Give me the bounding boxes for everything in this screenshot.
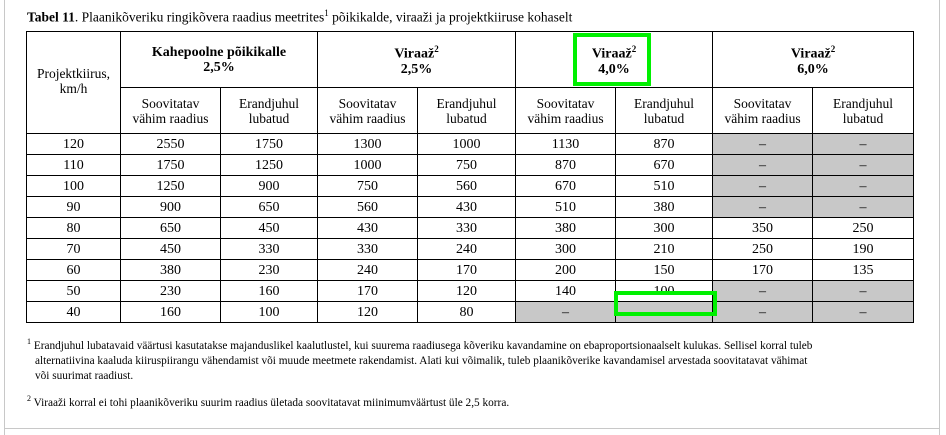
value-cell: –	[813, 197, 914, 218]
value-cell: 150	[616, 260, 713, 281]
value-cell: –	[813, 281, 914, 302]
value-cell: –	[713, 281, 813, 302]
group-value: 6,0%	[797, 61, 829, 77]
value-cell: 230	[221, 260, 318, 281]
group-title: Viraaž	[591, 46, 632, 62]
table-caption	[27, 8, 572, 26]
value-cell: 650	[221, 197, 318, 218]
table-row	[27, 218, 914, 239]
value-cell: 350	[713, 218, 813, 239]
page-border-left	[4, 0, 5, 435]
footnote-2-text: Viraaži korral ei tohi plaanikõveriku suurim raadius ületada soovitatavat miinimumväärtust üle 2,5 korra.	[31, 396, 510, 409]
value-cell: –	[813, 176, 914, 197]
footnote-1-line1: Erandjuhul lubatavaid väärtusi kasutatakse majanduslikel kaalutlustel, kui suurema raadiusega kõveriku kavandamine on ebaproportsionaalselt kulukas. Sellisel korral tuleb	[31, 339, 813, 352]
value-cell: 100	[221, 302, 318, 323]
table-row	[27, 155, 914, 176]
value-cell: 120	[418, 281, 516, 302]
value-cell: 1130	[516, 134, 616, 155]
value-cell: 650	[121, 218, 221, 239]
sub-header-exceptional	[221, 88, 318, 134]
value-cell: –	[516, 302, 616, 323]
group-footnote-ref: 2	[434, 44, 439, 55]
value-cell: 330	[318, 239, 418, 260]
value-cell: 2550	[121, 134, 221, 155]
value-cell: 450	[121, 239, 221, 260]
footnote-2-marker: 2	[27, 393, 31, 403]
value-cell: –	[713, 134, 813, 155]
group-value: 4,0%	[598, 61, 630, 77]
value-cell: 250	[813, 218, 914, 239]
sub-header-recommended	[713, 88, 813, 134]
sub-header-recommended	[318, 88, 418, 134]
value-cell: –	[713, 176, 813, 197]
value-cell: 140	[516, 281, 616, 302]
value-cell: 240	[318, 260, 418, 281]
value-cell: 300	[516, 239, 616, 260]
caption-label: Tabel 11	[27, 9, 75, 25]
value-cell: –	[813, 302, 914, 323]
footnotes	[27, 334, 917, 418]
value-cell: 170	[318, 281, 418, 302]
speed-header-line2: km/h	[59, 81, 88, 96]
value-cell: 240	[418, 239, 516, 260]
speed-cell: 80	[27, 218, 121, 239]
value-cell: 80	[418, 302, 516, 323]
sub-header-line2: vähim raadius	[527, 110, 604, 126]
value-cell: 510	[616, 176, 713, 197]
page-border-bottom	[4, 428, 940, 429]
speed-cell: 60	[27, 260, 121, 281]
table-row	[27, 239, 914, 260]
speed-header-line1: Projektkiirus,	[36, 66, 111, 81]
value-cell: 510	[516, 197, 616, 218]
value-cell: 170	[418, 260, 516, 281]
group-footnote-ref: 2	[830, 44, 836, 55]
group-header-2	[318, 32, 516, 88]
value-cell: 870	[616, 134, 713, 155]
value-cell: 1300	[318, 134, 418, 155]
table-row	[27, 197, 914, 218]
value-cell: –	[713, 302, 813, 323]
value-cell: –	[813, 155, 914, 176]
group-footnote-ref: 2	[631, 44, 637, 55]
header-row-sub	[27, 88, 914, 134]
page-border-right	[939, 0, 940, 435]
value-cell: –	[713, 155, 813, 176]
sub-header-line1: Erandjuhul	[634, 95, 695, 111]
speed-cell: 120	[27, 134, 121, 155]
value-cell: 160	[221, 281, 318, 302]
value-cell: 160	[121, 302, 221, 323]
value-cell: 670	[616, 155, 713, 176]
sub-header-exceptional	[418, 88, 516, 134]
sub-header-line1: Erandjuhul	[239, 95, 299, 111]
value-cell: 750	[318, 176, 418, 197]
sub-header-line1: Soovitatav	[338, 95, 397, 111]
footnote-1-line2: alternatiivina kaaluda kiiruspiirangu vähendamist või muude meetmete rakendamist. Alati kui võimalik, tuleb plaanikõverike kavandamisel arvestada soovitatavat vähimat	[35, 354, 808, 367]
value-cell: 450	[221, 218, 318, 239]
sub-header-line2: lubatud	[248, 110, 290, 126]
value-cell: 170	[713, 260, 813, 281]
value-cell: 210	[616, 239, 713, 260]
sub-header-line2: vähim raadius	[724, 110, 801, 126]
value-cell: 900	[221, 176, 318, 197]
sub-header-line1: Soovitatav	[141, 95, 200, 111]
sub-header-line2: vähim raadius	[329, 110, 406, 126]
sub-header-recommended	[121, 88, 221, 134]
group-header-4	[713, 32, 914, 88]
table-row	[27, 134, 914, 155]
value-cell: 300	[616, 218, 713, 239]
radius-table	[26, 31, 914, 323]
value-cell: 190	[813, 239, 914, 260]
sub-header-line1: Soovitatav	[536, 95, 595, 111]
value-cell: 380	[121, 260, 221, 281]
speed-header	[27, 32, 121, 134]
value-cell: –	[616, 302, 713, 323]
sub-header-line1: Erandjuhul	[833, 95, 894, 111]
value-cell: 120	[318, 302, 418, 323]
speed-cell: 110	[27, 155, 121, 176]
sub-header-line2: lubatud	[446, 110, 487, 126]
value-cell: 380	[616, 197, 713, 218]
value-cell: 100	[616, 281, 713, 302]
value-cell: 750	[418, 155, 516, 176]
table-body	[27, 134, 914, 323]
footnote-2	[27, 391, 917, 411]
footnote-1	[27, 334, 917, 384]
group-header-3	[516, 32, 713, 88]
sub-header-recommended	[516, 88, 616, 134]
value-cell: 135	[813, 260, 914, 281]
group-title: Viraaž	[790, 46, 831, 62]
value-cell: 1000	[318, 155, 418, 176]
value-cell: 870	[516, 155, 616, 176]
footnote-1-marker: 1	[27, 337, 31, 346]
value-cell: 200	[516, 260, 616, 281]
group-value: 2,5%	[203, 59, 235, 75]
speed-cell: 70	[27, 239, 121, 260]
sub-header-line1: Soovitatav	[733, 95, 792, 111]
value-cell: 1250	[221, 155, 318, 176]
speed-cell: 50	[27, 281, 121, 302]
caption-footnote-ref: 1	[324, 8, 329, 18]
value-cell: 430	[318, 218, 418, 239]
sub-header-line1: Erandjuhul	[436, 95, 497, 111]
sub-header-line2: lubatud	[842, 110, 884, 126]
caption-text-2: põikikalde, viraaži ja projektkiiruse kohaselt	[328, 9, 573, 25]
table-row	[27, 281, 914, 302]
value-cell: 330	[418, 218, 516, 239]
value-cell: 670	[516, 176, 616, 197]
footnote-1-line3: või suurimat raadiust.	[35, 369, 134, 382]
value-cell: 230	[121, 281, 221, 302]
value-cell: 560	[318, 197, 418, 218]
group-value: 2,5%	[400, 61, 433, 77]
value-cell: 380	[516, 218, 616, 239]
sub-header-line2: vähim raadius	[132, 110, 209, 126]
value-cell: 430	[418, 197, 516, 218]
sub-header-line2: lubatud	[643, 110, 685, 126]
value-cell: 1000	[418, 134, 516, 155]
value-cell: 1750	[221, 134, 318, 155]
value-cell: 560	[418, 176, 516, 197]
group-title: Kahepoolne põikikalle	[151, 44, 287, 60]
sub-header-exceptional	[813, 88, 914, 134]
caption-text-1: . Plaanikõveriku ringikõvera raadius meetrites	[74, 9, 325, 25]
table-row	[27, 302, 914, 323]
header-row-groups	[27, 32, 914, 88]
speed-cell: 90	[27, 197, 121, 218]
value-cell: 1250	[121, 176, 221, 197]
group-header-1	[121, 32, 318, 88]
value-cell: 250	[713, 239, 813, 260]
table-row	[27, 176, 914, 197]
value-cell: 330	[221, 239, 318, 260]
value-cell: –	[713, 197, 813, 218]
group-title: Viraaž	[394, 46, 435, 62]
speed-cell: 100	[27, 176, 121, 197]
speed-cell: 40	[27, 302, 121, 323]
sub-header-exceptional	[616, 88, 713, 134]
value-cell: –	[813, 134, 914, 155]
value-cell: 900	[121, 197, 221, 218]
value-cell: 1750	[121, 155, 221, 176]
table-row	[27, 260, 914, 281]
